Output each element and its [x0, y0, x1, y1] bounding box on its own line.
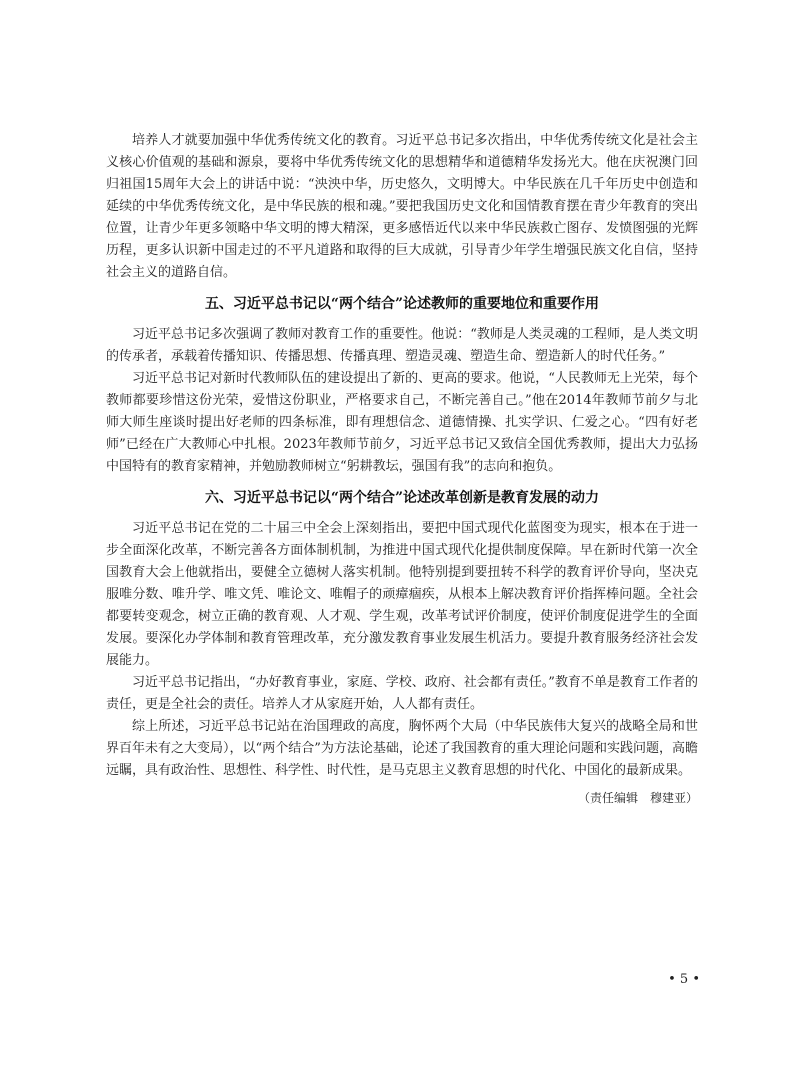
paragraph-teacher-importance: 习近平总书记多次强调了教师对教育工作的重要性。他说：“教师是人类灵魂的工程师，是人类文明的传承者，承载着传播知识、传播思想、传播真理、塑造灵魂、塑造生命、塑造新人的时代任务。” — [106, 327, 698, 364]
article-body — [106, 130, 698, 808]
page-number: • 5 • — [668, 972, 700, 987]
section-heading-5: 五、习近平总书记以“两个结合”论述教师的重要地位和重要作用 — [204, 296, 600, 312]
paragraph-traditional-culture: 培养人才就要加强中华优秀传统文化的教育。习近平总书记多次指出，中华优秀传统文化是社会主义核心价值观的基础和源泉，要将中华优秀传统文化的思想精华和道德精华发扬光大。他在庆祝澳门回归祖国15周年大会上的讲话中说：“泱泱中华，历史悠久，文明博大。中华民族在几千年历史中创造和延续的中华优秀传统文化，是中华民族的根和魂。”要把我国历史文化和国情教育摆在青少年教育的突出位置，让青少年更多领略中华文明的博大精深，更多感悟近代以来中华民族救亡图存、发愤图强的光辉历程，更多认识新中国走过的不平凡道路和取得的巨大成就，引导青少年学生增强民族文化自信，坚持社会主义的道路自信。 — [106, 133, 698, 280]
paragraph-responsibility: 习近平总书记指出，“办好教育事业，家庭、学校、政府、社会都有责任。”教育不单是教育工作者的责任，更是全社会的责任。培养人才从家庭开始，人人都有责任。 — [106, 675, 698, 712]
paragraph-conclusion: 综上所述，习近平总书记站在治国理政的高度，胸怀两个大局（中华民族伟大复兴的战略全局和世界百年未有之大变局），以“两个结合”为方法论基础，论述了我国教育的重大理论问题和实践问题，高瞻远瞩，具有政治性、思想性、科学性、时代性，是马克思主义教育思想的时代化、中国化的最新成果。 — [106, 719, 698, 778]
paragraph-reform: 习近平总书记在党的二十届三中全会上深刻指出，要把中国式现代化蓝图变为现实，根本在于进一步全面深化改革，不断完善各方面体制机制，为推进中国式现代化提供制度保障。早在新时代第一次全国教育大会上他就指出，要健全立德树人落实机制。他特别提到要扭转不科学的教育评价导向，坚决克服唯分数、唯升学、唯文凭、唯论文、唯帽子的顽瘴痼疾，从根本上解决教育评价指挥棒问题。全社会都要转变观念，树立正确的教育观、人才观、学生观，改革考试评价制度，使评价制度促进学生的全面发展。要深化办学体制和教育管理改革，充分激发教育事业发展生机活力。要提升教育服务经济社会发展能力。 — [106, 521, 698, 668]
responsible-editor: （责任编辑 穆建亚） — [577, 791, 698, 805]
section-heading-6: 六、习近平总书记以“两个结合”论述改革创新是教育发展的动力 — [204, 490, 600, 506]
paragraph-teacher-requirements: 习近平总书记对新时代教师队伍的建设提出了新的、更高的要求。他说，“人民教师无上光荣，每个教师都要珍惜这份光荣，爱惜这份职业，严格要求自己，不断完善自己。”他在2014年教师节前夕与北师大师生座谈时提出好老师的四条标准，即有理想信念、道德情操、扎实学识、仁爱之心。“四有好老师”已经在广大教师心中扎根。2023年教师节前夕，习近平总书记又致信全国优秀教师，提出大力弘扬中国特有的教育家精神，并勉励教师树立“躬耕教坛，强国有我”的志向和抱负。 — [106, 371, 698, 474]
